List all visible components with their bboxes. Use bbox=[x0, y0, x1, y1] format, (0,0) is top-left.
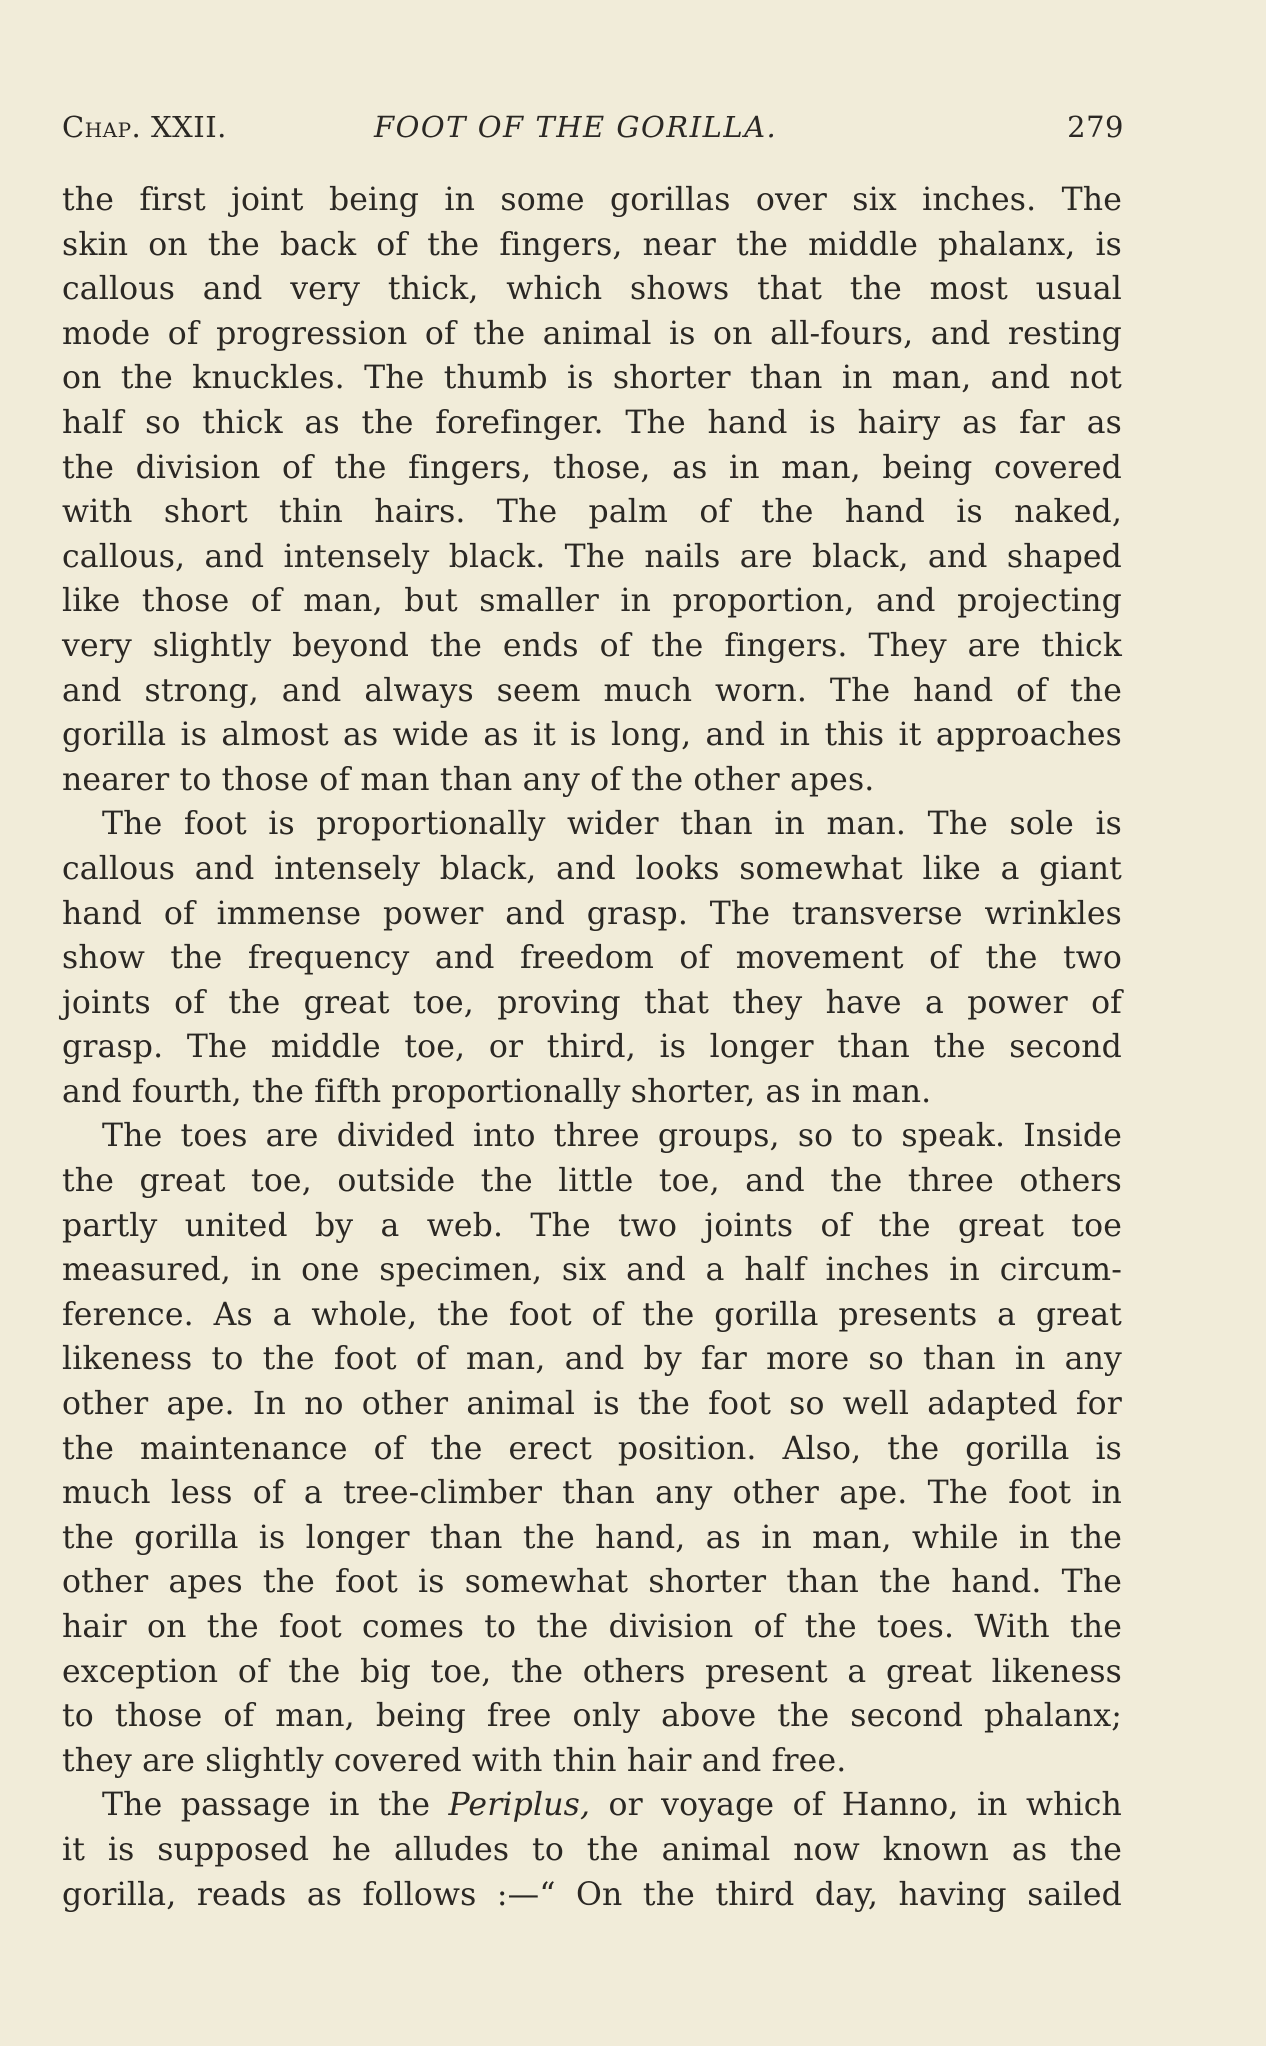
text-line: with short thin hairs. The palm of the hand is naked, bbox=[62, 494, 1122, 531]
text-span: The passage in the bbox=[102, 1787, 449, 1824]
text-line: hand of immense power and grasp. The transverse wrinkles bbox=[62, 895, 1122, 932]
text-line: callous and very thick, which shows that the most usual bbox=[62, 271, 1122, 308]
text-line: they are slightly covered with thin hair and free. bbox=[62, 1742, 847, 1779]
text-line: gorilla, reads as follows :—“ On the third day, having sailed bbox=[62, 1876, 1122, 1913]
text-line: gorilla is almost as wide as it is long, and in this it approaches bbox=[62, 717, 1122, 754]
text-line: joints of the great toe, proving that they have a power of bbox=[62, 984, 1122, 1021]
text-line: callous and intensely black, and looks somewhat like a giant bbox=[62, 850, 1122, 887]
text-span: or voyage of Hanno, in which bbox=[590, 1787, 1122, 1824]
text-line: the division of the fingers, those, as in man, being covered bbox=[62, 449, 1122, 486]
text-line: ference. As a whole, the foot of the gorilla presents a great bbox=[62, 1296, 1122, 1333]
text-line: and strong, and always seem much worn. The hand of the bbox=[62, 672, 1122, 709]
text-line: to those of man, being free only above the second phalanx; bbox=[62, 1698, 1122, 1735]
text-line: and fourth, the fifth proportionally shorter, as in man. bbox=[62, 1073, 932, 1110]
page-title: FOOT OF THE GORILLA. bbox=[374, 110, 778, 144]
page-number: 279 bbox=[1067, 110, 1124, 144]
text-line: callous, and intensely black. The nails are black, and shaped bbox=[62, 538, 1122, 575]
text-line: the first joint being in some gorillas over six inches. The bbox=[62, 182, 1122, 218]
text-line: show the frequency and freedom of movement of the two bbox=[62, 940, 1122, 977]
book-title-italic: Periplus, bbox=[448, 1787, 591, 1824]
text-line: the maintenance of the erect position. Also, the gorilla is bbox=[62, 1430, 1122, 1467]
text-line: nearer to those of man than any of the other apes. bbox=[62, 761, 875, 798]
text-line: partly united by a web. The two joints of the great toe bbox=[62, 1207, 1122, 1244]
text-line: very slightly beyond the ends of the fingers. They are thick bbox=[62, 627, 1122, 664]
body-text bbox=[62, 178, 1122, 1917]
text-line: skin on the back of the fingers, near the middle phalanx, is bbox=[62, 226, 1122, 263]
text-line: the gorilla is longer than the hand, as in man, while in the bbox=[62, 1519, 1122, 1556]
text-line: half so thick as the forefinger. The hand is hairy as far as bbox=[62, 404, 1122, 441]
text-line: likeness to the foot of man, and by far more so than in any bbox=[62, 1341, 1122, 1378]
chapter-label: Chap. XXII. bbox=[62, 110, 227, 144]
paragraph-start-line: The foot is proportionally wider than in man. The sole is bbox=[102, 806, 1122, 843]
text-line: exception of the big toe, the others present a great likeness bbox=[62, 1653, 1122, 1690]
text-line: it is supposed he alludes to the animal now known as the bbox=[62, 1831, 1122, 1868]
text-line: like those of man, but smaller in proportion, and projecting bbox=[62, 583, 1122, 620]
text-line: on the knuckles. The thumb is shorter than in man, and not bbox=[62, 360, 1122, 397]
text-line: grasp. The middle toe, or third, is longer than the second bbox=[62, 1029, 1122, 1066]
paragraph-start-line: The toes are divided into three groups, so to speak. Inside bbox=[102, 1118, 1122, 1155]
text-line: measured, in one specimen, six and a half inches in circum- bbox=[62, 1252, 1122, 1289]
text-line: hair on the foot comes to the division of the toes. With the bbox=[62, 1609, 1122, 1645]
running-head bbox=[62, 110, 1124, 150]
paragraph-start-line bbox=[62, 1783, 1122, 1828]
text-line: much less of a tree-climber than any other ape. The foot in bbox=[62, 1475, 1122, 1512]
text-line: the great toe, outside the little toe, and the three others bbox=[62, 1163, 1122, 1200]
text-line: other apes the foot is somewhat shorter than the hand. The bbox=[62, 1564, 1122, 1601]
text-line: other ape. In no other animal is the foot so well adapted for bbox=[62, 1386, 1122, 1423]
text-line: mode of progression of the animal is on all-fours, and resting bbox=[62, 315, 1122, 352]
